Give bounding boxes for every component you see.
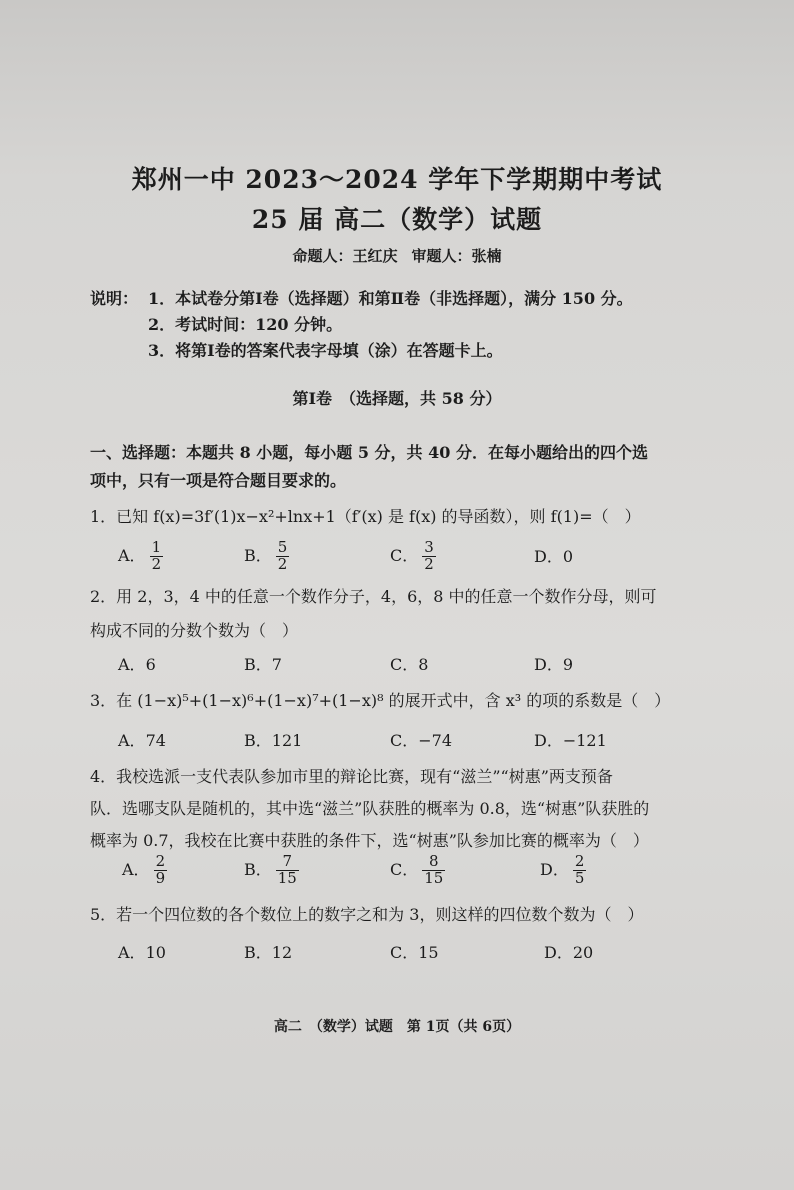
part-instructions-line2: 项中，只有一项是符合题目要求的。 (90, 471, 347, 490)
q2-option-b: B．7 (244, 655, 282, 674)
question-5-stem: 5．若一个四位数的各个数位上的数字之和为 3，则这样的四位数个数为（ ） (90, 905, 644, 924)
question-4-stem-line3: 概率为 0.7，我校在比赛中获胜的条件下，选“树惠”队参加比赛的概率为（ ） (90, 831, 649, 850)
q2-option-a: A．6 (118, 655, 156, 674)
q1-option-b: B． $\frac{5}{2}$ (244, 538, 288, 573)
q1-option-c: C． $\frac{3}{2}$ (390, 538, 434, 573)
question-4-stem-line1: 4．我校选派一支代表队参加市里的辩论比赛，现有“滋兰”“树惠”两支预备 (90, 767, 613, 786)
question-4-stem-line2: 队．选哪支队是随机的，其中选“滋兰”队获胜的概率为 0.8，选“树惠”队获胜的 (90, 799, 650, 818)
note-1: 1．本试卷分第Ⅰ卷（选择题）和第Ⅱ卷（非选择题），满分 150 分。 (148, 289, 633, 308)
q2-option-c: C．8 (390, 655, 429, 674)
notes-label: 说明： (90, 289, 139, 308)
section-heading: 第Ⅰ卷 （选择题，共 58 分） (292, 389, 502, 408)
q4-option-b: B． $\frac{7}{15}$ (244, 852, 297, 887)
question-2-stem-line2: 构成不同的分数个数为（ ） (90, 621, 299, 640)
q5-option-b: B．12 (244, 943, 293, 962)
q5-option-d: D．20 (544, 943, 594, 962)
q5-option-c: C．15 (390, 943, 439, 962)
authors-line (0, 245, 794, 266)
q3-option-c: C．−74 (390, 731, 453, 750)
part-instructions-line1: 一、选择题：本题共 8 小题，每小题 5 分，共 40 分．在每小题给出的四个选 (90, 443, 648, 462)
q1-option-d: D．0 (534, 547, 574, 566)
q4-option-c: C． $\frac{8}{15}$ (390, 852, 444, 887)
q4-option-a: A． $\frac{2}{9}$ (122, 852, 166, 887)
page-footer: 高二 （数学）试题 第 1页（共 6页） (273, 1019, 521, 1035)
q3-option-b: B．121 (244, 731, 303, 750)
note-2: 2．考试时间：120 分钟。 (148, 315, 343, 334)
q3-option-d: D．−121 (534, 731, 607, 750)
question-2-stem-line1: 2．用 2，3，4 中的任意一个数作分子，4，6，8 中的任意一个数作分母，则可 (90, 587, 657, 606)
question-1-stem: 1．已知 f(x)=3f′(1)x−x²+lnx+1（f′(x) 是 f(x) 的导函数），则 f(1)=（ ） (90, 507, 641, 526)
q1-option-a: A． $\frac{1}{2}$ (118, 538, 162, 573)
question-setter: 命题人：王红庆 (292, 247, 398, 265)
q5-option-a: A．10 (118, 943, 166, 962)
q4-option-d: D． $\frac{2}{5}$ (540, 852, 585, 887)
exam-title: 郑州一中 2023～2024 学年下学期期中考试 (131, 165, 663, 194)
q3-option-a: A．74 (118, 731, 166, 750)
question-reviewer: 审题人：张楠 (411, 247, 502, 265)
q2-option-d: D．9 (534, 655, 574, 674)
exam-subtitle: 25 届 高二（数学）试题 (251, 205, 543, 234)
note-3: 3．将第Ⅰ卷的答案代表字母填（涂）在答题卡上。 (148, 341, 503, 360)
question-3-stem: 3．在 (1−x)⁵+(1−x)⁶+(1−x)⁷+(1−x)⁸ 的展开式中，含 x³ 的项的系数是（ ） (90, 691, 671, 710)
